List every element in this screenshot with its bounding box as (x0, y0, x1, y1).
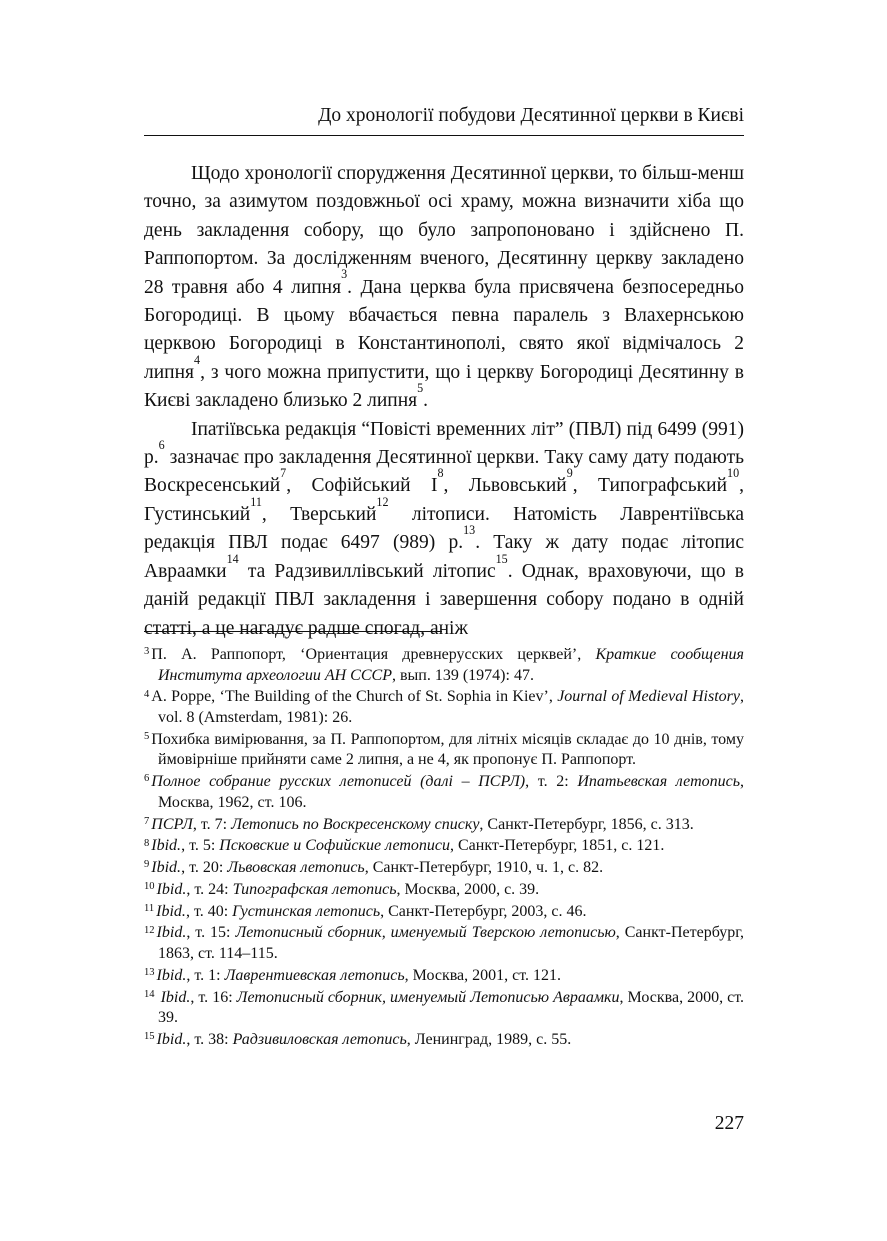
text-run: . Однак, враховуючи, що в даній редакції ПВЛ закладення і завершення собору подано в одній статті, а це нагадує радше спогад, аніж (144, 560, 744, 639)
footnote-number: 6 (144, 773, 150, 785)
footnote (144, 966, 744, 987)
footnote (144, 880, 744, 901)
footnote-number: 4 (144, 688, 150, 700)
footnote (144, 923, 744, 964)
footnote-text: A. Poppe, ‘The Building of the Church of St. Sophia in Kiev’, (151, 688, 558, 706)
footnote-text: , Санкт-Петербург, 1910, ч. 1, с. 82. (364, 859, 604, 877)
footnote-text: , Ленинград, 1989, с. 55. (406, 1030, 572, 1048)
footnote-text: , т. 16: (190, 988, 237, 1006)
footnote-title: Псковские и Софийские летописи (219, 837, 450, 855)
footnote-title: Ibid. (156, 880, 187, 898)
footnote-title: Ibid. (156, 924, 187, 942)
footnote-text: , т. 38: (186, 1030, 233, 1048)
footnote-reference: 7 (280, 466, 287, 481)
footnote-number: 12 (144, 924, 155, 936)
text-run: зазначає про закладення Десятинної церкви. Таку саму дату подають Воскресенський (144, 447, 744, 497)
footnote-title: Ibid. (156, 966, 187, 984)
footnote-text: , Санкт-Петербург, 1863, ст. 114–115. (158, 924, 744, 962)
text-run: літописи. Натомість Лаврентіївська редакція ПВЛ подає 6497 (989) р. (144, 503, 744, 554)
footnote-title: Полное собрание русских летописей (далі – ПСРЛ) (151, 773, 526, 791)
footnote-title: Львовская летопись (227, 859, 365, 877)
footnote (144, 858, 744, 879)
footnote-text: , т. 24: (186, 880, 233, 898)
footnote-text: , Санкт-Петербург, 2003, с. 46. (380, 902, 587, 920)
text-run: , Типографський (572, 475, 728, 497)
text-run: . Таку ж дату подає літопис Авраамки (144, 532, 744, 582)
footnote-title: Ibid. (156, 902, 186, 920)
footnote-text: , т. 5: (181, 837, 220, 855)
footnote-number: 13 (144, 967, 155, 979)
footnote-title: Ibid. (151, 859, 182, 877)
footnote-number: 15 (144, 1031, 155, 1043)
page-number: 227 (714, 1113, 744, 1134)
text-run: , Львовський (443, 475, 567, 497)
footnote-title: Типографская летопись (232, 880, 397, 898)
footnote-title: Краткие сообщения Института археологии АН СССР (158, 646, 744, 684)
footnote-number: 11 (144, 902, 155, 914)
text-run: та Радзивиллівський літопис (238, 560, 496, 582)
footnote-number: 5 (144, 731, 150, 742)
text-run: Щодо хронології спорудження Десятинної церкви, то більш-менш точно, за азимутом поздовжньої осі храму, можна визначити хіба що день закладення собору, що було запропоновано і здійснено П. Раппопортом. За дослідженням вченого, Десятинну церкву закладено 28 травня або 4 липня (144, 163, 744, 298)
footnote-title: ПСРЛ (151, 815, 193, 833)
footnote-text: , Москва, 2000, ст. 39. (158, 988, 745, 1027)
footnote-text: , Москва, 1962, ст. 106. (158, 773, 745, 811)
footnote-number: 7 (144, 815, 150, 827)
footnote-number: 8 (144, 837, 150, 849)
footnote-reference: 10 (727, 466, 740, 481)
footnote-separator (144, 631, 442, 632)
text-run: , Софійський I (286, 475, 438, 497)
footnote (144, 687, 744, 728)
footnote-title: Ibid. (151, 837, 182, 855)
footnote-text: , Москва, 2000, с. 39. (396, 880, 540, 898)
text-run: . Дана церква була присвячена безпосередньо Богородиці. В цьому вбачається певна паралель з Влахернською церквою Богородиці в Константинополі, свято якої відмічалось 2 липня (144, 276, 744, 383)
footnote (144, 1030, 744, 1051)
footnote (144, 772, 744, 813)
footnote-reference: 5 (417, 381, 424, 396)
footnote-title: Радзивиловская летопись (232, 1030, 407, 1048)
footnote-text: П. А. Раппопорт, ‘Ориентация древнерусских церквей’, (151, 646, 596, 663)
body-paragraph (144, 160, 744, 416)
footnote-text: , Москва, 2001, ст. 121. (404, 966, 562, 984)
text-run: , з чого можна припустити, що і церкву Богородиці Десятинну в Києві закладено близько 2 липня (144, 361, 744, 412)
footnote-reference: 6 (158, 437, 165, 452)
footnote-text: , Санкт-Петербург, 1851, с. 121. (450, 837, 665, 855)
footnote-text: , т. 15: (186, 924, 236, 942)
footnote-reference: 11 (250, 494, 262, 509)
footnote-reference: 13 (463, 523, 476, 538)
footnote-title: Летописный сборник, именуемый Тверскою летописью (235, 924, 616, 942)
footnote-title: Ibid. (156, 1030, 187, 1048)
footnote (144, 815, 744, 836)
footnote-text: , т. 7: (192, 815, 232, 833)
footnote-text: , Санкт-Петербург, 1856, с. 313. (479, 815, 694, 833)
text-run: Іпатіївська редакція “Повісті временних літ” (ПВЛ) під 6499 (991) р. (144, 418, 744, 469)
footnote-number: 10 (144, 881, 155, 893)
footnote-reference: 14 (226, 551, 239, 566)
footnote-reference: 8 (437, 466, 444, 481)
footnote-number: 3 (144, 646, 150, 658)
footnote-title: Лаврентиевская летопись (224, 966, 405, 984)
footnote-reference: 9 (566, 466, 573, 481)
text-run: , Густинський (144, 475, 744, 525)
footnote-text: Похибка вимірювання, за П. Раппопортом, для літніх місяців складає до 10 днів, тому ймовірніше прийняти саме 2 липня, а не 4, як пропонує П. Раппопорт. (151, 730, 744, 769)
footnote-title: Летописный сборник, именуемый Летописью Авраамки (236, 988, 620, 1006)
footnote-title: Густинская летопись (232, 902, 381, 920)
footnote (144, 645, 744, 686)
footnote (144, 730, 744, 771)
footnote-reference: 3 (341, 267, 348, 282)
footnote-title: Journal of Medieval History (557, 688, 740, 706)
footnote-reference: 15 (495, 551, 508, 566)
text-run: . (423, 390, 429, 412)
footnote-text: , т. 40: (185, 902, 233, 920)
footnote-reference: 4 (194, 352, 201, 367)
footnote (144, 902, 744, 923)
running-head: До хронології побудови Десятинної церкви в Києві (144, 104, 744, 136)
footnote-text: , т. 2: (525, 773, 578, 791)
footnote-number: 9 (144, 859, 150, 871)
footnote-number: 14 (144, 988, 155, 1000)
footnote (144, 836, 744, 857)
footnote-text: , т. 20: (181, 859, 228, 877)
footnote-title: Летопись по Воскресенскому списку (231, 815, 480, 833)
footnotes (144, 645, 744, 1052)
footnote-text: , vol. 8 (Amsterdam, 1981): 26. (158, 688, 744, 726)
footnote (144, 988, 744, 1029)
footnote-reference: 12 (376, 494, 389, 509)
body-text (144, 160, 744, 643)
body-paragraph (144, 416, 744, 643)
footnote-text: , т. 1: (186, 966, 225, 984)
text-run: , Тверський (261, 503, 377, 525)
footnote-title: Ibid. (160, 988, 191, 1006)
footnote-title: Ипатьевская летопись (577, 773, 741, 791)
footnote-text: , вып. 139 (1974): 47. (391, 666, 534, 684)
